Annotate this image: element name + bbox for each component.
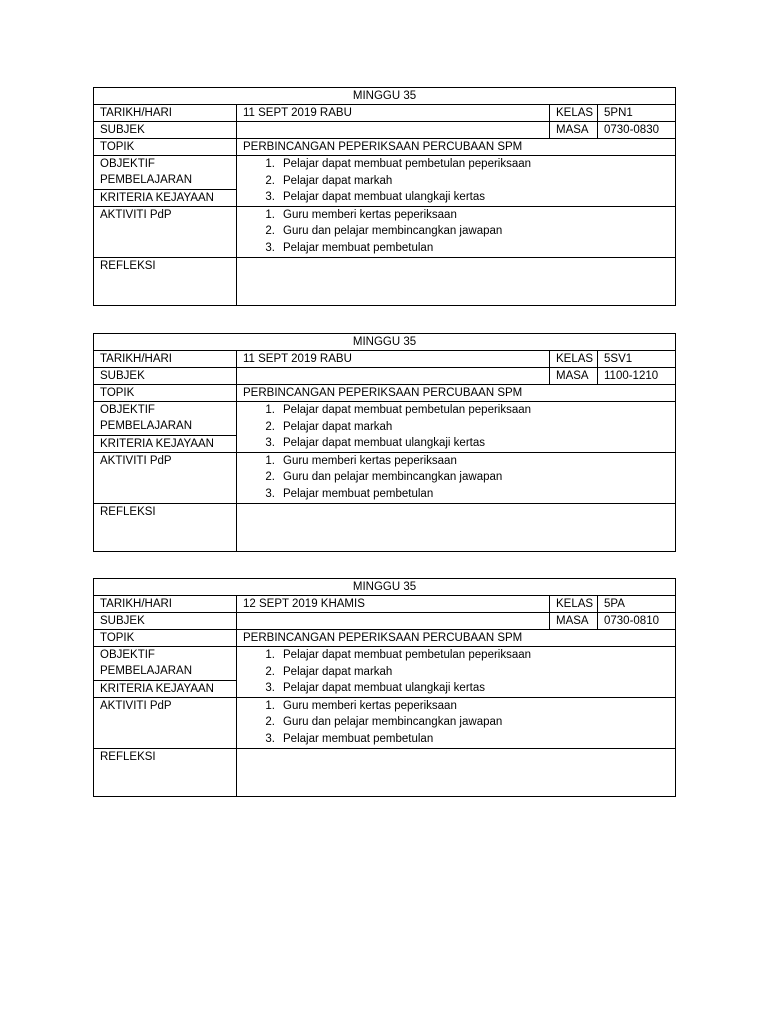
objective-label-line2: PEMBELAJARAN [100,665,193,677]
reflection-value [237,503,676,551]
class-value: 5PA [598,596,676,613]
date-label: TARIKH/HARI [94,596,237,613]
reflection-label: REFLEKSI [94,257,237,305]
list-item: 2. Guru dan pelajar membincangkan jawapan [265,716,503,729]
week-title: MINGGU 35 [94,334,676,351]
reflection-value [237,748,676,796]
list-item: 3. Pelajar dapat membuat ulangkaji kertas [265,191,486,204]
objective-list-cell [237,156,676,207]
time-label: MASA [550,368,598,385]
time-value: 1100-1210 [598,368,676,385]
topic-value: PERBINCANGAN PEPERIKSAAN PERCUBAAN SPM [237,630,676,647]
objective-label [94,402,237,436]
date-value: 12 SEPT 2019 KHAMIS [237,596,550,613]
reflection-label: REFLEKSI [94,748,237,796]
activity-list [237,207,675,257]
week-title: MINGGU 35 [94,579,676,596]
objective-list [237,156,675,206]
list-item: 3. Pelajar membuat pembetulan [265,732,434,745]
list-item: 1. Guru memberi kertas peperiksaan [265,454,457,467]
objective-list [237,402,675,452]
class-label: KELAS [550,596,598,613]
lesson-plan-table [93,578,676,797]
activity-label: AKTIVITI PdP [94,206,237,257]
activity-label: AKTIVITI PdP [94,452,237,503]
list-item: 1. Pelajar dapat membuat pembetulan peperiksaan [265,649,532,661]
activity-list-cell [237,206,676,257]
subject-value [237,613,550,630]
objective-label [94,156,237,190]
objective-list-cell [237,402,676,453]
class-value: 5SV1 [598,351,676,368]
list-item: 3. Pelajar dapat membuat ulangkaji kertas [265,682,486,695]
criteria-label: KRITERIA KEJAYAAN [94,680,237,697]
list-item: 2. Pelajar dapat markah [265,665,393,678]
list-item: 3. Pelajar membuat pembetulan [265,487,434,500]
class-label: KELAS [550,351,598,368]
reflection-value [237,257,676,305]
subject-value [237,122,550,139]
time-value: 0730-0830 [598,122,676,139]
subject-label: SUBJEK [94,613,237,630]
objective-list-cell [237,647,676,698]
activity-list-cell [237,697,676,748]
activity-list-cell [237,452,676,503]
date-value: 11 SEPT 2019 RABU [237,351,550,368]
topic-label: TOPIK [94,630,237,647]
list-item: 1. Guru memberi kertas peperiksaan [265,699,457,712]
objective-label-line2: PEMBELAJARAN [100,420,193,432]
topic-value: PERBINCANGAN PEPERIKSAAN PERCUBAAN SPM [237,385,676,402]
activity-label: AKTIVITI PdP [94,697,237,748]
list-item: 2. Guru dan pelajar membincangkan jawapan [265,225,503,238]
list-item: 2. Guru dan pelajar membincangkan jawapan [265,471,503,484]
list-item: 1. Pelajar dapat membuat pembetulan peperiksaan [265,158,532,170]
list-item: 3. Pelajar membuat pembetulan [265,241,434,254]
time-label: MASA [550,613,598,630]
list-item: 1. Pelajar dapat membuat pembetulan peperiksaan [265,404,532,416]
objective-label-line1: OBJEKTIF [100,649,155,661]
list-item: 2. Pelajar dapat markah [265,174,393,187]
activity-list [237,698,675,748]
objective-list [237,647,675,697]
topic-value: PERBINCANGAN PEPERIKSAAN PERCUBAAN SPM [237,139,676,156]
objective-label [94,647,237,681]
objective-label-line2: PEMBELAJARAN [100,174,193,186]
criteria-label: KRITERIA KEJAYAAN [94,435,237,452]
lesson-plan-table [93,333,676,552]
class-label: KELAS [550,105,598,122]
activity-list [237,453,675,503]
subject-label: SUBJEK [94,122,237,139]
objective-label-line1: OBJEKTIF [100,404,155,416]
list-item: 2. Pelajar dapat markah [265,420,393,433]
topic-label: TOPIK [94,385,237,402]
lesson-plan-table [93,87,676,306]
reflection-label: REFLEKSI [94,503,237,551]
list-item: 1. Guru memberi kertas peperiksaan [265,208,457,221]
subject-label: SUBJEK [94,368,237,385]
subject-value [237,368,550,385]
list-item: 3. Pelajar dapat membuat ulangkaji kertas [265,437,486,450]
objective-label-line1: OBJEKTIF [100,158,155,170]
week-title: MINGGU 35 [94,88,676,105]
date-value: 11 SEPT 2019 RABU [237,105,550,122]
topic-label: TOPIK [94,139,237,156]
date-label: TARIKH/HARI [94,105,237,122]
date-label: TARIKH/HARI [94,351,237,368]
criteria-label: KRITERIA KEJAYAAN [94,189,237,206]
time-label: MASA [550,122,598,139]
time-value: 0730-0810 [598,613,676,630]
class-value: 5PN1 [598,105,676,122]
